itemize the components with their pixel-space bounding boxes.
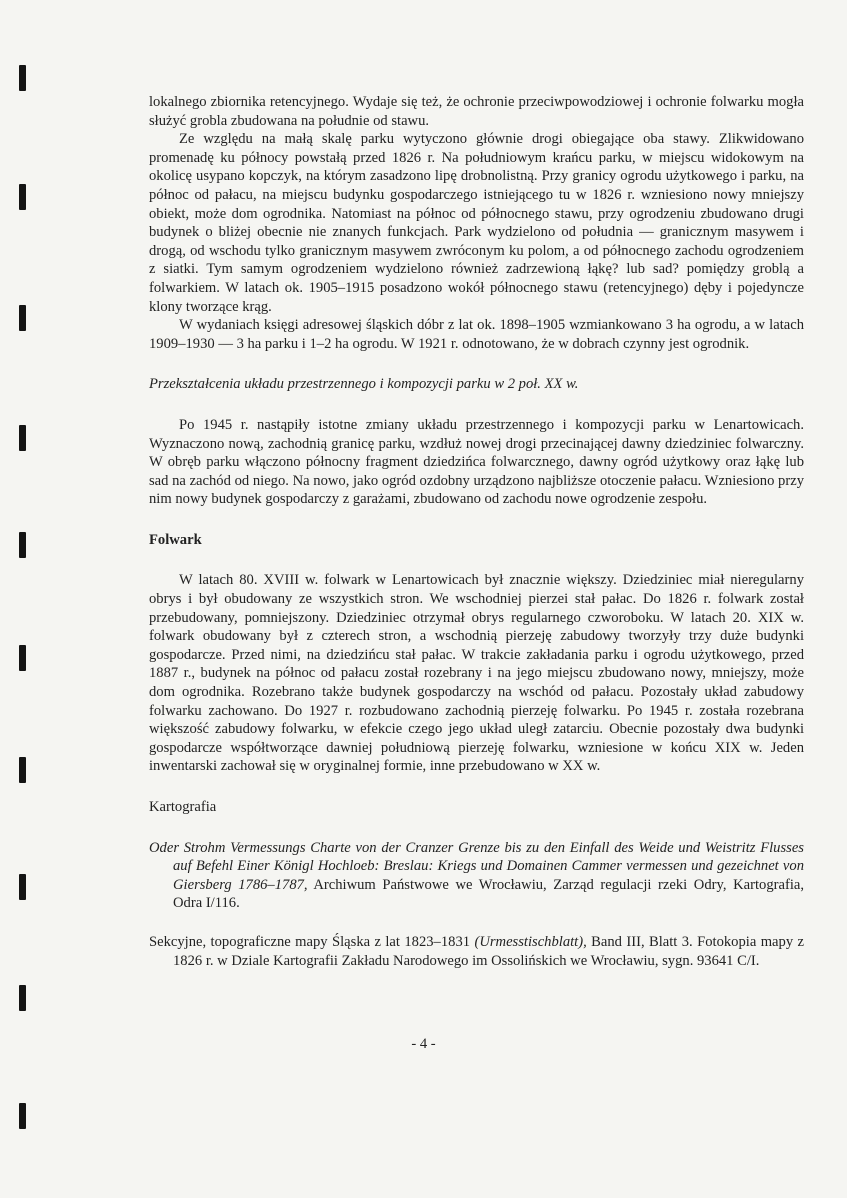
page-body	[149, 93, 804, 970]
reference-title: Oder Strohm Vermessungs Charte von der Cranzer Grenze bis zu den Einfall des Weide und Weistritz Flusses auf Befehl Einer Königl Hochloeb: Breslau: Kriegs und Domainen Cammer vermessen und gezeichnet von Giersberg 1786–1787,	[149, 839, 804, 893]
binder-punch-mark	[19, 184, 26, 210]
binder-punch-mark	[19, 425, 26, 451]
paragraph: W wydaniach księgi adresowej śląskich dóbr z lat ok. 1898–1905 wzmiankowano 3 ha ogrodu, a w latach 1909–1930 — 3 ha parku i 1–2 ha ogrodu. W 1921 r. odnotowano, że w dobrach czynny jest ogrodnik.	[149, 317, 804, 352]
binder-punch-mark	[19, 874, 26, 900]
reference-source: Band III, Blatt 3. Fotokopia mapy z 1826 r. w Dziale Kartografii Zakładu Narodowego im Ossolińskich we Wrocławiu, sygn. 93641 C/I.	[173, 933, 805, 969]
section-heading: Przekształcenia układu przestrzennego i kompozycji parku w 2 poł. XX w.	[149, 376, 579, 393]
reference-text: Sekcyjne, topograficzne mapy Śląska z lat 1823–1831	[149, 933, 475, 950]
section-heading: Kartografia	[149, 799, 217, 815]
paragraph: W latach 80. XVIII w. folwark w Lenartowicach był znacznie większy. Dziedziniec miał nieregularny obrys i był obudowany ze wszystkich stron. We wschodniej pierzei stał pałac. Do 1826 r. folwark został przebudowany, pomniejszony. Dziedziniec otrzymał obrys regularnego czworoboku. W latach 20. XIX w. folwark obudowany był z czterech stron, a wschodnią pierzeję zabudowy tworzyły trzy duże budynki gospodarcze. Przed nimi, na dziedzińcu stał pałac. W trakcie zakładania parku i ogrodu użytkowego, przed 1887 r., budynek na północ od pałacu został rozebrany i na jego miejscu zbudowano nowy, mniejszy, może dom ogrodnika. Rozebrano także budynek gospodarczy na wschód od pałacu. Pozostały układ zabudowy folwarku zachowano. Do 1927 r. rozbudowano zachodnią pierzeję folwarku. Po 1945 r. została rozebrana większość zabudowy folwarku, w efekcie czego jego układ uległ zatarciu. Obecnie pozostały dwa budynki gospodarcze współtworzące dawniej południową pierzeję folwarku, wzniesione w końcu XIX w. Jeden inwentarski zachował się w oryginalnej formie, inne przebudowano w XX w.	[149, 572, 804, 775]
binder-punch-mark	[19, 645, 26, 671]
bibliography-entry	[149, 933, 804, 970]
binder-punch-mark	[19, 532, 26, 558]
binder-punch-mark	[19, 305, 26, 331]
reference-source: Archiwum Państwowe we Wrocławiu, Zarząd regulacji rzeki Odry, Kartografia, Odra I/116.	[173, 876, 804, 912]
page-number: - 4 -	[411, 1036, 436, 1052]
binder-punch-mark	[19, 985, 26, 1011]
paragraph: Ze względu na małą skalę parku wytyczono głównie drogi obiegające oba stawy. Zlikwidowano promenadę ku północy powstałą przed 1826 r. Na południowym krańcu parku, w miejscu widokowym na okolicę usypano kopczyk, na którym zasadzono lipę drobnolistną. Przy granicy ogrodu użytkowego i parku, na północ od pałacu, na miejscu budynku gospodarczego istniejącego tu w 1826 r. wzniesiono nowy mniejszy obiekt, może dom ogrodnika. Natomiast na północ od północnego stawu, przy ogrodzeniu zbudowano drugi budynek o bliżej obecnie nie znanych funkcjach. Park wydzielono od południa — granicznym masywem i drogą, od wschodu tylko granicznym masywem zwróconym ku polom, a od północnego zachodu ogrodzeniem z siatki. Tym samym ogrodzeniem wydzielono również zadrzewioną łąkę? lub sad? pomiędzy groblą a folwarkiem. W latach ok. 1905–1915 posadzono wokół północnego stawu (retencyjnego) dęby i pojedyncze klony tworzące krąg.	[149, 131, 804, 315]
reference-title: (Urmesstischblatt),	[474, 933, 587, 950]
section-heading: Folwark	[149, 531, 202, 548]
binder-punch-mark	[19, 1103, 26, 1129]
paragraph: Po 1945 r. nastąpiły istotne zmiany układu przestrzennego i kompozycji parku w Lenartowicach. Wyznaczono nową, zachodnią granicę parku, wzdłuż nowej drogi przecinającej dawny dziedziniec folwarczny. W obręb parku włączono północny fragment dziedzińca folwarcznego, dawny ogród użytkowy oraz łąkę lub sad na zachód od niego. Na nowo, jako ogród ozdobny urządzono najbliższe otoczenie pałacu. Wzniesiono przy nim nowy budynek gospodarczy z garażami, zbudowano od zachodu nowe ogrodzenie zespołu.	[149, 416, 804, 508]
bibliography-entry	[149, 839, 804, 913]
binder-punch-mark	[19, 65, 26, 91]
paragraph: lokalnego zbiornika retencyjnego. Wydaje się też, że ochronie przeciwpowodziowej i ochronie folwarku mogła służyć grobla zbudowana na południe od stawu.	[149, 94, 804, 129]
binder-punch-mark	[19, 757, 26, 783]
